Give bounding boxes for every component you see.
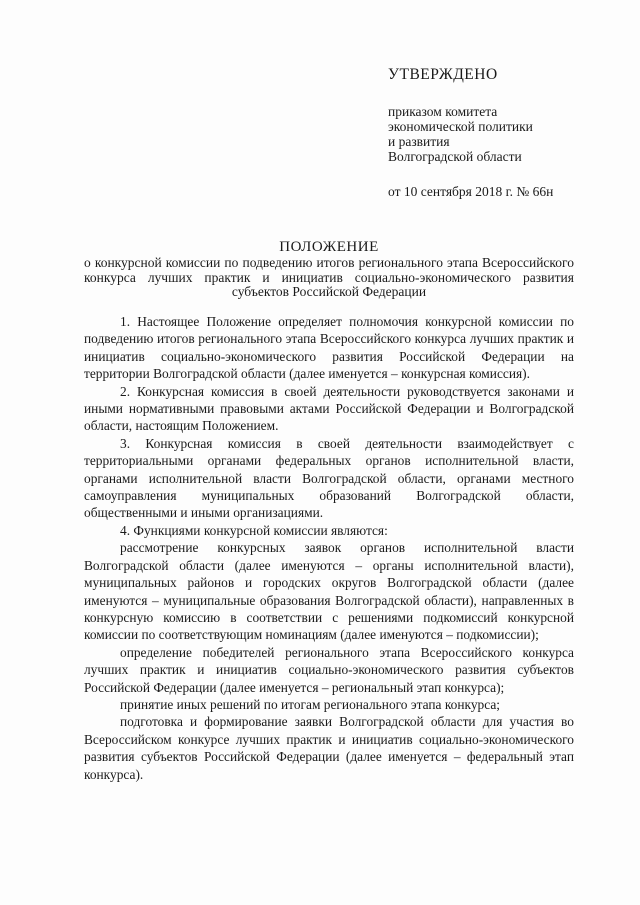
- document-subtitle: о конкурсной комиссии по подведению итогов регионального этапа Всероссийского конкурса лучших практик и инициатив социально-экономического развития субъектов Российской Федерации: [84, 255, 574, 299]
- paragraph-4-item-3: принятие иных решений по итогам регионального этапа конкурса;: [120, 696, 500, 712]
- approval-line-4: Волгоградской области: [388, 149, 522, 164]
- document-body: [84, 313, 574, 783]
- paragraph-2: 2. Конкурсная комиссия в своей деятельности руководствуется законами и иными нормативными правовыми актами Российской Федерации и Волгоградской области, настоящим Положением.: [84, 383, 574, 434]
- approval-line-3: и развития: [388, 134, 450, 149]
- paragraph-1: 1. Настоящее Положение определяет полномочия конкурсной комиссии по подведению итогов регионального этапа Всероссийского конкурса лучших практик и инициатив социально-экономического развития Российской Федерации на территории Волгоградской области (далее именуется – конкурсная комиссия).: [84, 314, 574, 382]
- paragraph-4-item-4: подготовка и формирование заявки Волгоградской области для участия во Всероссийском конкурсе лучших практик и инициатив социально-экономического развития субъектов Российской Федерации (далее именуется – федеральный этап конкурса).: [84, 714, 574, 782]
- paragraph-3: 3. Конкурсная комиссия в своей деятельности взаимодействует с территориальными органами федеральных органов исполнительной власти, органами исполнительной власти Волгоградской области, органами местного самоуправления муниципальных образований Волгоградской области, общественными и иными организациями.: [84, 435, 574, 521]
- approval-line-1: приказом комитета: [388, 104, 498, 119]
- approval-date: от 10 сентября 2018 г. № 66н: [388, 184, 554, 199]
- approval-title: УТВЕРЖДЕНО: [388, 66, 498, 83]
- approval-block: [388, 66, 628, 200]
- paragraph-4-item-2: определение победителей регионального этапа Всероссийского конкурса лучших практик и инициатив социально-экономического развития субъектов Российской Федерации (далее именуется – региональный этап конкурса);: [84, 644, 574, 695]
- paragraph-4-item-1: рассмотрение конкурсных заявок органов исполнительной власти Волгоградской области (далее именуются – органы исполнительной власти), муниципальных районов и городских округов Волгоградской области (далее именуются – муниципальные образования Волгоградской области), направленных в конкурсную комиссию в соответствии с решениями подкомиссий конкурсной комиссии по соответствующим номинациям (далее именуются – подкомиссии);: [84, 540, 574, 643]
- document-title: ПОЛОЖЕНИЕ: [279, 239, 379, 255]
- document-heading: [84, 238, 574, 300]
- approval-line-2: экономической политики: [388, 119, 533, 134]
- paragraph-4: 4. Функциями конкурсной комиссии являются:: [120, 522, 388, 538]
